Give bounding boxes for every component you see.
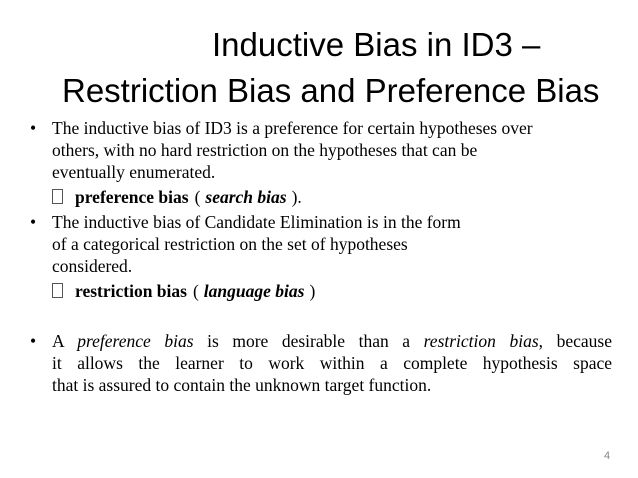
phrase-restriction-bias: restriction bias (423, 331, 539, 351)
slide-title (40, 22, 630, 114)
bullet-3-line-1 (52, 330, 612, 352)
bullet-1-line-2: others, with no hard restriction on the hypotheses that can be (52, 140, 478, 160)
bullet-1-line-1: The inductive bias of ID3 is a preference for certain hypotheses over (52, 118, 533, 138)
checkbox-glyph-icon (52, 189, 63, 204)
bullet-marker: • (30, 118, 37, 138)
page-number: 4 (604, 450, 611, 462)
text-segment: A (52, 331, 78, 351)
alt-language-bias: language bias (203, 281, 305, 301)
term-preference-bias: preference bias (75, 187, 189, 207)
text-segment: is more desirable than a (193, 331, 424, 351)
close-paren: ) (309, 281, 316, 301)
bullet-2 (30, 211, 610, 277)
phrase-preference-bias: preference bias (77, 331, 194, 351)
bullet-1 (30, 117, 610, 183)
close-paren: ). (291, 187, 302, 207)
bullet-3-line-2: it allows the learner to work within a complete hypothesis space (52, 353, 612, 373)
bullet-marker: • (30, 331, 37, 351)
bullet-2-line-2: of a categorical restriction on the set of hypotheses (52, 234, 408, 254)
bullet-2-line-1: The inductive bias of Candidate Elimination is in the form (52, 212, 461, 232)
title-line-1: Inductive Bias in ID3 – (212, 26, 541, 63)
slide-body (30, 117, 610, 396)
term-restriction-bias: restriction bias (75, 281, 187, 301)
bullet-3 (30, 330, 612, 396)
title-line-2: Restriction Bias and Preference Bias (62, 72, 600, 109)
bullet-2-line-3: considered. (52, 256, 133, 276)
bullet-1-line-3: eventually enumerated. (52, 162, 216, 182)
text-segment: , because (538, 331, 612, 351)
bullet-marker: • (30, 212, 37, 232)
alt-search-bias: search bias (205, 187, 287, 207)
open-paren: ( (192, 281, 199, 301)
sub-item-preference-bias (30, 186, 610, 208)
sub-item-restriction-bias (30, 280, 610, 302)
open-paren: ( (194, 187, 201, 207)
bullet-3-line-3: that is assured to contain the unknown target function. (52, 375, 432, 395)
checkbox-glyph-icon (52, 283, 63, 298)
